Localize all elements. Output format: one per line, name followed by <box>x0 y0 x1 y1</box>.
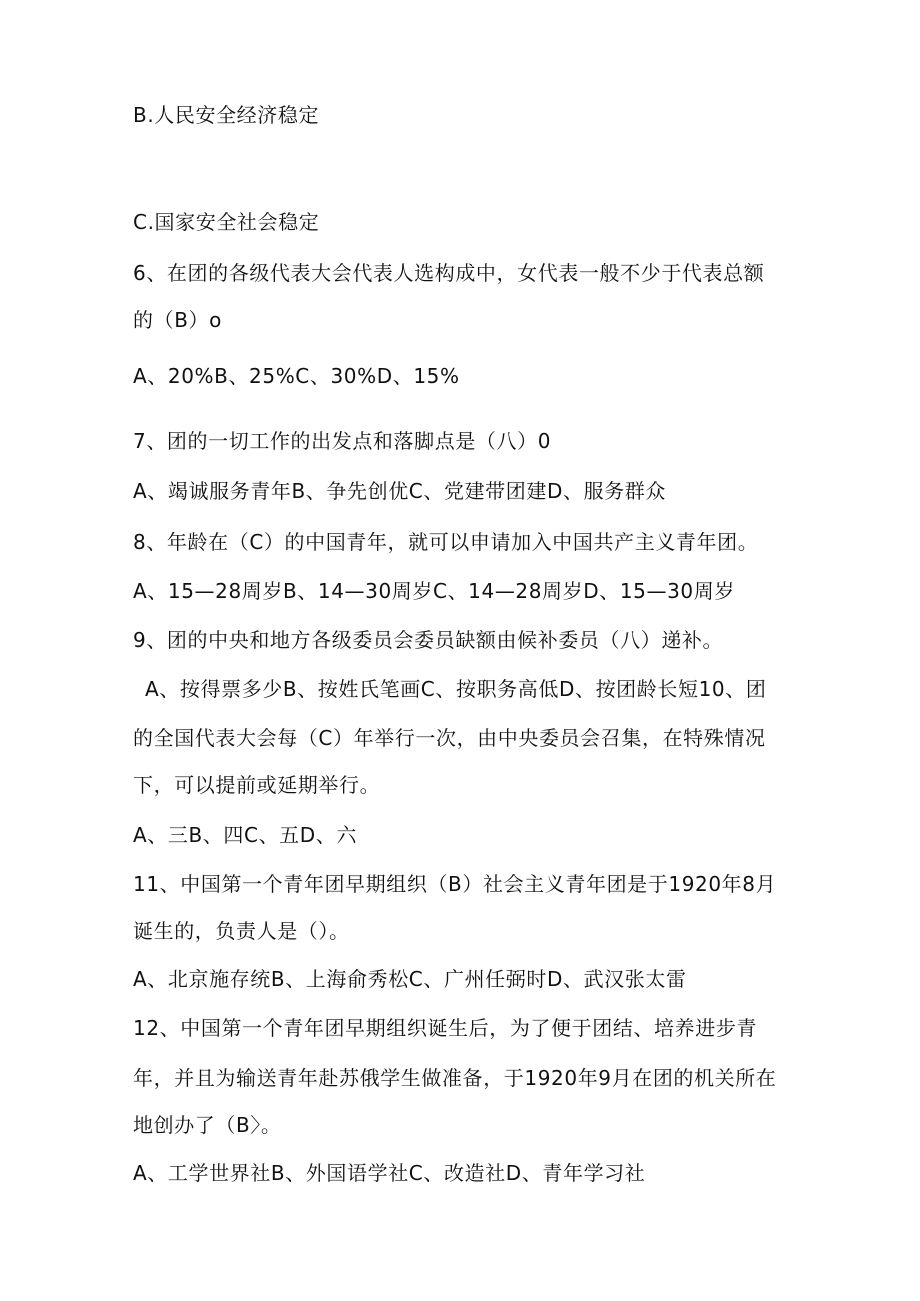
text-line: 9、团的中央和地方各级委员会委员缺额由候补委员（八）递补。 <box>133 628 724 652</box>
text-line: 7、团的一切工作的出发点和落脚点是（八）0 <box>133 429 552 453</box>
text-line: A、三B、四C、五D、六 <box>133 823 357 847</box>
text-line: A、按得票多少B、按姓氏笔画C、按职务高低D、按团龄长短10、团 <box>145 677 767 701</box>
text-line: 诞生的，负责人是（）。 <box>133 919 350 943</box>
text-line: A、竭诚服务青年B、争先创优C、党建带团建D、服务群众 <box>133 479 666 503</box>
text-line: C.国家安全社会稳定 <box>133 210 320 234</box>
text-line: 8、年龄在（C）的中国青年，就可以申请加入中国共产主义青年团。 <box>133 530 759 554</box>
text-line: 年，并且为输送青年赴苏俄学生做准备，于1920年9月在团的机关所在 <box>133 1066 777 1090</box>
text-line: A、北京施存统B、上海俞秀松C、广州任弼时D、武汉张太雷 <box>133 967 687 991</box>
text-line: A、15—28周岁B、14—30周岁C、14—28周岁D、15—30周岁 <box>133 579 735 603</box>
text-line: 6、在团的各级代表大会代表人选构成中，女代表一般不少于代表总额 <box>133 261 765 285</box>
text-line: A、工学世界社B、外国语学社C、改造社D、青年学习社 <box>133 1161 646 1185</box>
text-line: 的（B）o <box>133 308 222 332</box>
text-line: 的全国代表大会每（C）年举行一次，由中央委员会召集，在特殊情况 <box>133 726 766 750</box>
text-line: 地创办了（B〉。 <box>133 1113 282 1137</box>
text-line: 12、中国第一个青年团早期组织诞生后，为了便于团结、培养进步青 <box>133 1016 758 1040</box>
text-line: B.人民安全经济稳定 <box>133 103 320 127</box>
text-line: 11、中国第一个青年团早期组织（B）社会主义青年团是于1920年8月 <box>133 872 777 896</box>
text-line: 下，可以提前或延期举行。 <box>133 773 381 797</box>
text-line: A、20%B、25%C、30%D、15% <box>133 364 460 388</box>
